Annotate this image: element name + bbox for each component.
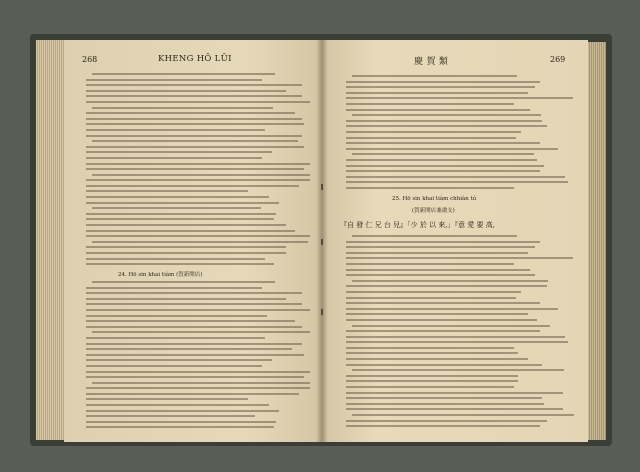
right-bold-line-1: 『自 發 仁 兄 台 兒』「少 於 以 來,」『意 愛 要 高, <box>340 221 495 229</box>
left-text-block-2 <box>78 280 310 431</box>
text-line <box>78 111 310 117</box>
text-line-ink <box>86 213 276 215</box>
right-text-block-2 <box>338 234 574 430</box>
text-line-ink <box>86 298 286 300</box>
left-section-heading: 24. Hō sin khai tiàm (賀新開店) <box>118 272 203 278</box>
text-line-ink <box>86 179 310 181</box>
text-line-ink <box>346 86 535 88</box>
text-line-ink <box>86 309 310 311</box>
text-line <box>78 72 310 78</box>
text-line <box>78 234 310 240</box>
text-line-ink <box>86 426 274 428</box>
text-line <box>338 329 574 335</box>
text-line-ink <box>86 123 304 125</box>
text-line-ink <box>346 97 573 99</box>
text-line-ink <box>346 375 518 377</box>
text-line-ink <box>346 285 547 287</box>
text-line-ink <box>92 241 308 243</box>
text-line-ink <box>86 196 269 198</box>
binding-stitch <box>321 239 323 245</box>
text-line-ink <box>352 235 517 237</box>
right-text-block-1 <box>338 74 574 191</box>
text-line-ink <box>346 181 568 183</box>
right-running-head: 慶 賀 類 <box>414 57 449 67</box>
right-section-heading-2: (賀新開店兼肅支) <box>412 208 455 214</box>
text-line-ink <box>346 347 514 349</box>
text-line-ink <box>346 403 544 405</box>
text-line-ink <box>346 386 514 388</box>
right-page-edges <box>588 42 606 440</box>
left-text-block-1 <box>78 72 310 268</box>
text-line-ink <box>92 331 310 333</box>
text-line-ink <box>346 131 521 133</box>
text-line <box>78 167 310 173</box>
text-line-ink <box>86 235 310 237</box>
text-line <box>78 291 310 297</box>
text-line-ink <box>92 207 261 209</box>
text-line <box>338 186 574 192</box>
text-line-ink <box>346 148 558 150</box>
text-line-ink <box>86 230 295 232</box>
text-line-ink <box>346 170 540 172</box>
text-line-ink <box>86 404 269 406</box>
text-line-ink <box>86 90 286 92</box>
text-line-ink <box>86 151 272 153</box>
text-line-ink <box>346 246 535 248</box>
text-line <box>78 139 310 145</box>
text-line-ink <box>86 202 279 204</box>
text-line-ink <box>86 421 276 423</box>
text-line-ink <box>86 326 302 328</box>
text-line <box>338 413 574 419</box>
text-line <box>338 396 574 402</box>
text-line-ink <box>86 79 262 81</box>
text-line-ink <box>86 354 304 356</box>
open-book <box>30 34 612 446</box>
text-line <box>338 169 574 175</box>
text-line-ink <box>86 287 262 289</box>
text-line <box>78 100 310 106</box>
text-line-ink <box>346 313 528 315</box>
text-line <box>78 425 310 431</box>
text-line-ink <box>86 185 299 187</box>
text-line-ink <box>92 140 298 142</box>
text-line <box>78 375 310 381</box>
text-line-ink <box>86 246 286 248</box>
text-line-ink <box>346 125 547 127</box>
text-line-ink <box>346 420 547 422</box>
right-page-number: 269 <box>550 55 566 64</box>
text-line-ink <box>346 241 540 243</box>
text-line-ink <box>86 146 304 148</box>
text-line <box>338 301 574 307</box>
text-line-ink <box>346 257 573 259</box>
text-line-ink <box>346 297 516 299</box>
left-running-head: KHENG HÔ LŪI <box>158 54 232 64</box>
text-line <box>78 280 310 286</box>
text-line-ink <box>346 142 540 144</box>
text-line-ink <box>86 263 274 265</box>
text-line <box>78 83 310 89</box>
text-line-ink <box>92 382 310 384</box>
text-line <box>78 262 310 268</box>
text-line-ink <box>352 414 574 416</box>
text-line-ink <box>346 109 530 111</box>
text-line-ink <box>86 337 265 339</box>
text-line-ink <box>346 263 514 265</box>
text-line-ink <box>86 163 310 165</box>
text-line <box>338 424 574 430</box>
text-line-ink <box>346 380 518 382</box>
text-line-ink <box>86 224 286 226</box>
text-line-ink <box>346 92 528 94</box>
text-line-ink <box>86 118 302 120</box>
text-line-ink <box>86 343 302 345</box>
text-line-ink <box>92 73 275 75</box>
text-line <box>338 141 574 147</box>
text-line-ink <box>346 252 528 254</box>
text-line-ink <box>352 280 548 282</box>
text-line-ink <box>346 352 518 354</box>
text-line-ink <box>346 120 542 122</box>
text-line-ink <box>86 365 262 367</box>
text-line-ink <box>346 81 540 83</box>
text-line-ink <box>86 410 279 412</box>
text-line-ink <box>86 157 262 159</box>
text-line-ink <box>346 176 565 178</box>
text-line-ink <box>86 218 274 220</box>
text-line-ink <box>346 274 535 276</box>
text-line <box>78 347 310 353</box>
text-line-ink <box>86 135 302 137</box>
text-line-ink <box>86 348 292 350</box>
text-line-ink <box>352 75 517 77</box>
text-line-ink <box>86 415 255 417</box>
text-line-ink <box>352 369 564 371</box>
text-line-ink <box>346 103 514 105</box>
text-line-ink <box>86 101 310 103</box>
text-line-ink <box>346 165 544 167</box>
text-line-ink <box>86 168 304 170</box>
text-line-ink <box>92 174 310 176</box>
text-line-ink <box>86 190 248 192</box>
text-line-ink <box>352 114 541 116</box>
text-line-ink <box>86 387 310 389</box>
text-line-ink <box>346 291 521 293</box>
binding-stitch <box>321 184 323 190</box>
text-line-ink <box>346 364 542 366</box>
text-line-ink <box>86 359 272 361</box>
left-page-number: 268 <box>82 55 98 64</box>
text-line-ink <box>92 107 273 109</box>
text-line-ink <box>346 330 540 332</box>
text-line-ink <box>346 319 537 321</box>
text-line-ink <box>346 159 537 161</box>
text-line-ink <box>86 371 310 373</box>
text-line-ink <box>346 397 542 399</box>
left-page <box>64 40 322 442</box>
text-line-ink <box>86 129 265 131</box>
text-line-ink <box>86 112 295 114</box>
text-line-ink <box>346 137 516 139</box>
right-section-heading-1: 25. Hō sin khai tiàm chhiàn tú <box>392 196 477 202</box>
text-line-ink <box>352 325 550 327</box>
text-line-ink <box>346 408 563 410</box>
binding-stitch <box>321 309 323 315</box>
text-line <box>338 113 574 119</box>
text-line-ink <box>346 358 528 360</box>
text-line <box>78 223 310 229</box>
left-page-edges <box>36 40 64 440</box>
text-line <box>78 319 310 325</box>
text-line-ink <box>86 303 302 305</box>
text-line-ink <box>92 281 275 283</box>
text-line-ink <box>86 398 248 400</box>
text-line-ink <box>86 376 304 378</box>
text-line-ink <box>86 95 302 97</box>
text-line <box>78 251 310 257</box>
text-line-ink <box>86 393 299 395</box>
right-page <box>322 40 588 442</box>
text-line-ink <box>346 302 540 304</box>
text-line-ink <box>346 187 514 189</box>
text-line-ink <box>352 153 534 155</box>
text-line-ink <box>346 392 563 394</box>
text-line-ink <box>86 292 302 294</box>
text-line-ink <box>346 336 565 338</box>
text-line-ink <box>346 341 568 343</box>
text-line-ink <box>346 425 540 427</box>
text-line-ink <box>86 320 295 322</box>
text-line-ink <box>86 315 267 317</box>
text-line-ink <box>346 308 558 310</box>
text-line <box>78 308 310 314</box>
text-line-ink <box>86 84 302 86</box>
text-line-ink <box>86 252 286 254</box>
text-line-ink <box>86 258 265 260</box>
text-line-ink <box>346 269 530 271</box>
